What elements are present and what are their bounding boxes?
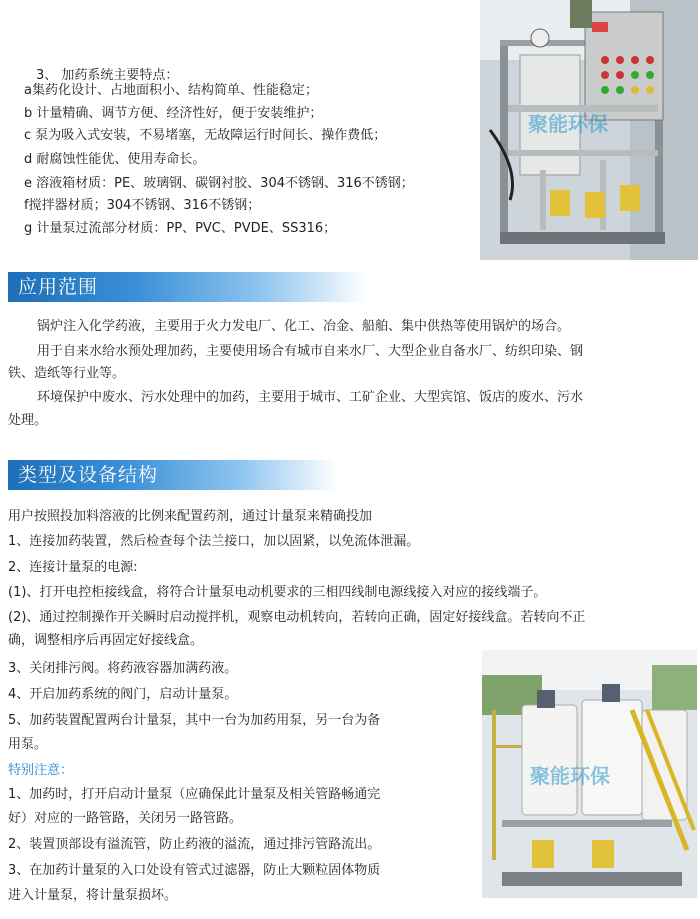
step-2b-line2: 确，调整相序后再固定好接线盒。: [8, 633, 204, 648]
section-header-scope: [8, 272, 368, 302]
feature-item-a: a集药化设计、占地面积小、结构简单、性能稳定；: [24, 83, 318, 98]
step-5-line2: 用泵。: [8, 737, 48, 752]
note-1-line1: 1、加药时，打开启动计量泵（应确保此计量泵及相关管路畅通完: [8, 787, 381, 802]
note-1-line2: 好）对应的一路管路，关闭另一路管路。: [8, 811, 243, 826]
note-title: 特别注意：: [8, 763, 74, 778]
photo2-watermark: 聚能环保: [530, 764, 610, 788]
section-header-structure: [8, 460, 338, 490]
scope-paragraph-1: 锅炉注入化学药液，主要用于火力发电厂、化工、冶金、船舶、集中供热等使用锅炉的场合。: [37, 319, 571, 334]
note-3-line1: 3、在加药计量泵的入口处设有管式过滤器，防止大颗粒固体物质: [8, 863, 381, 878]
step-4: 4、开启加药系统的阀门，启动计量泵。: [8, 687, 238, 702]
section-title-structure: 类型及设备结构: [18, 464, 159, 486]
scope-paragraph-3-line1: 环境保护中废水、污水处理中的加药，主要用于城市、工矿企业、大型宾馆、饭店的废水、污水: [37, 390, 584, 405]
step-2b-line1: (2)、通过控制操作开关瞬时启动搅拌机，观察电动机转向，若转向正确，固定好接线盒。若转向不正: [8, 610, 586, 625]
scope-paragraph-3-line2: 处理。: [8, 413, 48, 428]
dosing-tanks-photo: [482, 650, 697, 898]
feature-item-c: c 泵为吸入式安装，不易堵塞，无故障运行时间长、操作费低；: [24, 128, 387, 143]
note-2: 2、装置顶部设有溢流管，防止药液的溢流，通过排污管路流出。: [8, 837, 381, 852]
step-3: 3、关闭排污阀。将药液容器加满药液。: [8, 661, 238, 676]
features-heading: 3、 加药系统主要特点：: [36, 68, 179, 83]
step-1: 1、连接加药装置，然后检查每个法兰接口，加以固紧，以免流体泄漏。: [8, 534, 420, 549]
scope-paragraph-2-line2: 铁、造纸等行业等。: [8, 366, 126, 381]
scope-paragraph-2-line1: 用于自来水给水预处理加药，主要使用场合有城市自来水厂、大型企业自备水厂、纺织印染、钢: [37, 344, 584, 359]
step-2a: (1)、打开电控柜接线盒，将符合计量泵电动机要求的三相四线制电源线接入对应的接线端子。: [8, 585, 547, 600]
step-2: 2、连接计量泵的电源:: [8, 560, 138, 575]
note-3-line2: 进入计量泵，将计量泵损坏。: [8, 888, 178, 903]
feature-item-f: f搅拌器材质；304不锈钢、316不锈钢；: [24, 198, 261, 213]
feature-item-b: b 计量精确、调节方便、经济性好，便于安装维护；: [24, 106, 323, 121]
dosing-unit-photo: [480, 0, 698, 260]
step-5-line1: 5、加药装置配置两台计量泵，其中一台为加药用泵，另一台为备: [8, 713, 381, 728]
structure-intro: 用户按照投加料溶液的比例来配置药剂，通过计量泵来精确投加: [8, 509, 373, 524]
feature-item-g: g 计量泵过流部分材质：PP、PVC、PVDE、SS316；: [24, 221, 337, 236]
photo1-watermark: 聚能环保: [528, 112, 608, 136]
feature-item-e: e 溶液箱材质：PE、玻璃钢、碳钢衬胶、304不锈钢、316不锈钢；: [24, 176, 414, 191]
feature-item-d: d 耐腐蚀性能优、使用寿命长。: [24, 152, 206, 167]
section-title-scope: 应用范围: [18, 276, 99, 298]
